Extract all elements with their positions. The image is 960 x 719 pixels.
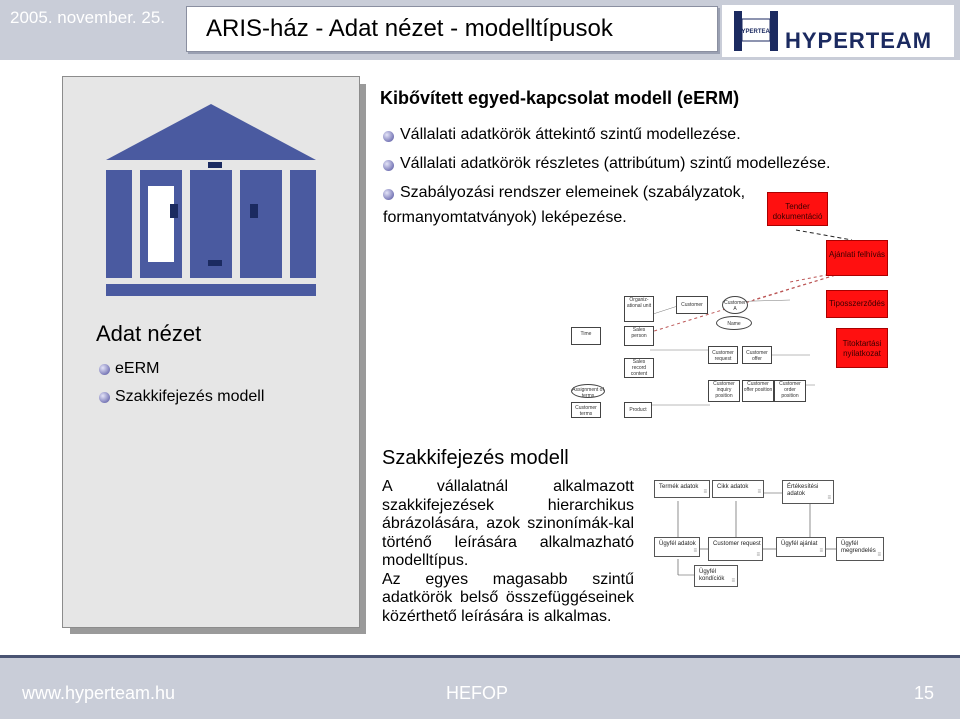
erm-entity: Customer bbox=[676, 296, 708, 314]
tiposszerzodes-box: Tiposszerződés bbox=[826, 290, 888, 318]
bullet-icon bbox=[99, 392, 110, 403]
term-box: Cikk adatok ≡ bbox=[712, 480, 764, 498]
bullet-text: Szabályozási rendszer elemeinek (szabályzatok, bbox=[400, 184, 746, 201]
term-model-title: Szakkifejezés modell bbox=[382, 447, 569, 469]
header-date: 2005. november. 25. bbox=[10, 8, 166, 27]
footer-url[interactable]: www.hyperteam.hu bbox=[22, 683, 176, 703]
erm-entity: Customer inquiry position bbox=[708, 380, 740, 402]
erm-entity: Customer terms bbox=[571, 402, 601, 418]
paragraph-2: Az egyes magasabb szintű adatkörök belső összefüggéseinek közérthető leírására is alkalmas. bbox=[382, 570, 634, 625]
left-item-szakkifejezes: Szakkifejezés modell bbox=[115, 388, 265, 405]
term-label: Customer request bbox=[713, 541, 761, 547]
erm-entity: Customer offer position bbox=[742, 380, 774, 402]
term-box: Termék adatok ≡ bbox=[654, 480, 710, 498]
aris-house-icon bbox=[100, 100, 322, 298]
erm-entity: Sales person bbox=[624, 326, 654, 346]
bullet-icon bbox=[383, 131, 394, 142]
bullet-text-continuation: formanyomtatványok) leképezése. bbox=[383, 209, 627, 226]
data-view-title: Adat nézet bbox=[96, 321, 202, 346]
term-label: Ügyfél megrendelés bbox=[841, 541, 876, 554]
bullet-icon bbox=[383, 160, 394, 171]
bullet-text: Vállalati adatkörök részletes (attribútum) szintű modellezése. bbox=[400, 155, 831, 172]
bullet-icon bbox=[99, 364, 110, 375]
erm-entity: Customer offer bbox=[742, 346, 772, 364]
tender-doc-box: Tender dokumentáció bbox=[767, 192, 828, 226]
term-model-description bbox=[382, 478, 634, 626]
erm-entity: Time bbox=[571, 327, 601, 345]
paragraph-1: A vállalatnál alkalmazott szakkifejezések hierarchikus ábrázolására, azok szinonímák-kal történő leírására alkalmazható modelltípus. bbox=[382, 478, 634, 569]
erm-entity: Sales record content bbox=[624, 358, 654, 378]
hyperteam-logo-icon bbox=[732, 7, 780, 55]
erm-relationship: Customer A bbox=[722, 296, 748, 314]
term-box: Ügyfél kondíciók ≡ bbox=[694, 565, 738, 587]
term-box: Értékesítési adatok ≡ bbox=[782, 480, 834, 504]
term-label: Ügyfél kondíciók bbox=[699, 569, 725, 582]
page-title: ARIS-ház - Adat nézet - modelltípusok bbox=[206, 15, 613, 42]
bullet-icon bbox=[383, 189, 394, 200]
bullet-text: Vállalati adatkörök áttekintő szintű modellezése. bbox=[400, 126, 741, 143]
term-label: Ügyfél ajánlat bbox=[781, 541, 818, 547]
term-box: Ügyfél adatok ≡ bbox=[654, 537, 700, 557]
footer-program: HEFOP bbox=[446, 683, 509, 703]
logo-small-text: HYPERTEAM bbox=[737, 29, 775, 35]
titoktartasi-box: Titoktartási nyilatkozat bbox=[836, 328, 888, 368]
erm-entity: Customer order position bbox=[774, 380, 806, 402]
term-label: Cikk adatok bbox=[717, 484, 749, 490]
erm-entity: Organiz-ational unit bbox=[624, 296, 654, 322]
erm-entity: Product bbox=[624, 402, 652, 418]
term-label: Ügyfél adatok bbox=[659, 541, 696, 547]
erm-attribute: Name bbox=[716, 316, 752, 330]
left-item-eerm: eERM bbox=[115, 360, 160, 377]
erm-relationship: Assignment of terms bbox=[571, 384, 605, 398]
ajanlati-felhivas-box: Ajánlati felhívás bbox=[826, 240, 888, 276]
erm-entity: Customer request bbox=[708, 346, 738, 364]
eerm-subtitle: Kibővített egyed-kapcsolat modell (eERM) bbox=[380, 88, 740, 108]
term-label: Értékesítési adatok bbox=[787, 484, 819, 497]
term-box: Customer request ≡ bbox=[708, 537, 763, 561]
term-label: Termék adatok bbox=[659, 484, 699, 490]
logo-wordmark: HYPERTEAM bbox=[785, 28, 933, 53]
term-box: Ügyfél ajánlat ≡ bbox=[776, 537, 826, 557]
page-number: 15 bbox=[914, 683, 935, 703]
term-box: Ügyfél megrendelés ≡ bbox=[836, 537, 884, 561]
